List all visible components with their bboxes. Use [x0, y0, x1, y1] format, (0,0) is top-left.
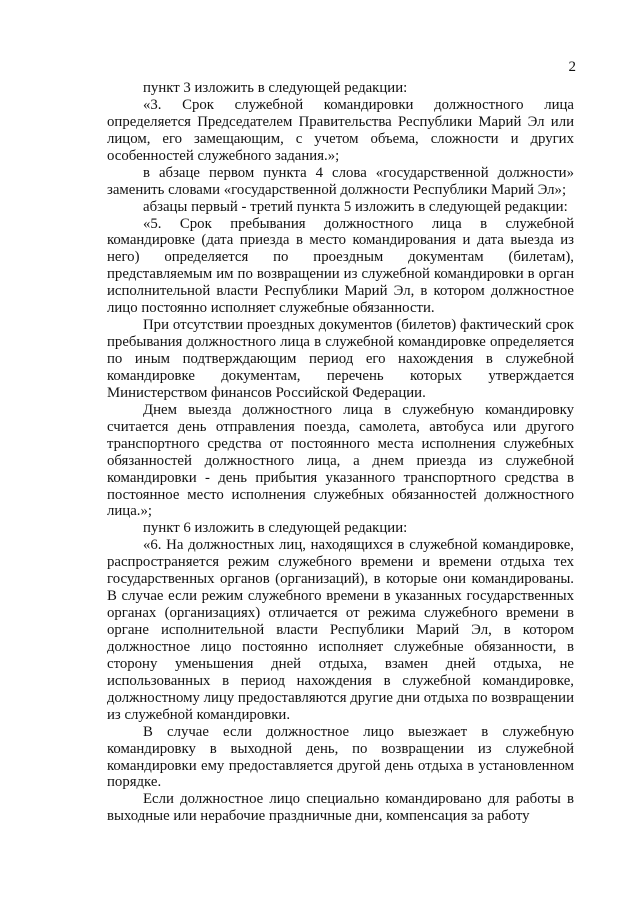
paragraph: в абзаце первом пункта 4 слова «государственной должности» заменить словами «государственной должности Республики Марий Эл»;: [107, 164, 574, 198]
paragraph: пункт 6 изложить в следующей редакции:: [143, 520, 408, 537]
paragraph: пункт 3 изложить в следующей редакции:: [143, 80, 408, 96]
document-body: [107, 80, 574, 825]
paragraph: абзацы первый - третий пункта 5 изложить в следующей редакции:: [143, 198, 568, 215]
paragraph: Если должностное лицо специально командировано для работы в выходные или нерабочие праздничные дни, компенсация за работу: [107, 791, 574, 825]
paragraph: «3. Срок служебной командировки должностного лица определяется Председателем Правительства Республики Марий Эл или лицом, его замещающим, с учетом объема, сложности и других особенностей служебного задания.»;: [107, 96, 574, 164]
paragraph: «5. Срок пребывания должностного лица в служебной командировке (дата приезда в место командирования и дата выезда из него) определяется по проездным документам (билетам), представляемым им по возвращении из служебной командировки в орган исполнительной власти Республики Марий Эл, в котором должностное лицо постоянно исполняет служебные обязанности.: [107, 215, 574, 317]
page-number: 2: [568, 59, 576, 75]
paragraph: «6. На должностных лиц, находящихся в служебной командировке, распространяется режим служебного времени и времени отдыха тех государственных органов (организаций), в которые они командированы. В случае если режим служебного времени в указанных государственных органах (организациях) отличается от режима служебного времени в органе исполнительной власти Республики Марий Эл, в котором должностное лицо постоянно исполняет служебные обязанности, в сторону уменьшения дней отдыха, взамен дней отдыха, не использованных в период нахождения в служебной командировке, должностному лицу предоставляются другие дни отдыха по возвращении из служебной командировки.: [107, 537, 574, 723]
paragraph: При отсутствии проездных документов (билетов) фактический срок пребывания должностного лица в служебной командировке определяется по иным подтверждающим период его нахождения в служебной командировке документам, перечень которых утверждается Министерством финансов Российской Федерации.: [107, 317, 574, 401]
paragraph: Днем выезда должностного лица в служебную командировку считается день отправления поезда, самолета, автобуса или другого транспортного средства от постоянного места исполнения служебных обязанностей должностного лица, а днем приезда из служебной командировки - день прибытия указанного транспортного средства в постоянное место исполнения служебных обязанностей должностного лица.»;: [107, 401, 574, 520]
paragraph: В случае если должностное лицо выезжает в служебную командировку в выходной день, по возвращении из служебной командировки ему предоставляется другой день отдыха в установленном порядке.: [107, 723, 574, 791]
